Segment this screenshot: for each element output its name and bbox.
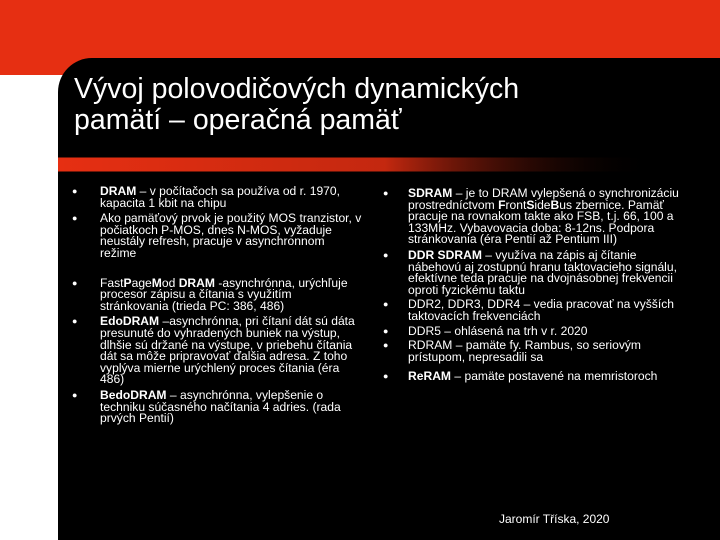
term: DDR SDRAM [408, 247, 482, 262]
list-item [72, 184, 362, 210]
list-item [383, 186, 688, 247]
term-part: RAM [423, 369, 452, 384]
item-text: – pamäte postavené na memristoroch [451, 369, 658, 384]
list-item [383, 369, 688, 384]
term-part: Fast [100, 275, 124, 290]
bullet-icon: ● [383, 299, 389, 310]
title-line-1: Vývoj polovodičových dynamických [74, 73, 520, 105]
list-item [72, 275, 362, 313]
right-column [383, 186, 688, 384]
bullet-icon: ● [383, 340, 389, 351]
item-text: us zbernice. Pamäť pracuje na rovnakom takte ako FSB, t.j. 66, 100 a 133MHz. Vybavovacia doba: 8-12ns. Podpora stránkovania (éra Pentií až Pentium III) [408, 197, 674, 247]
slide-panel [58, 58, 720, 540]
term: SDRAM [408, 186, 453, 200]
bullet-icon: ● [72, 186, 78, 196]
list-item [72, 387, 362, 426]
item-text: – využíva na zápis aj čítanie nábehovú aj zostupnú hranu taktovacieho signálu, efektívne teda pracuje na dvojnásobnej frekvencii oproti fyzickému taktu [408, 247, 677, 297]
term-part: age [131, 275, 152, 290]
slide-title [74, 74, 714, 136]
list-item [72, 211, 362, 260]
bullet-icon: ● [72, 389, 78, 400]
term-part: DRAM [122, 314, 160, 329]
term-part: Re [408, 369, 424, 384]
item-text: DDR5 – ohlásená na trh v r. 2020 [408, 323, 588, 338]
list-item [383, 323, 688, 338]
bullet-icon: ● [383, 249, 389, 260]
title-divider [58, 157, 720, 172]
term-part: ide [534, 197, 551, 212]
list-item [383, 338, 688, 364]
bullet-icon: ● [72, 277, 78, 288]
list-item [383, 247, 688, 297]
bullet-icon: ● [383, 188, 389, 198]
term-part: P [123, 275, 132, 290]
bullet-icon: ● [383, 371, 389, 382]
term-part: M [151, 275, 162, 290]
term-part: B [550, 197, 560, 212]
term-part: DRAM [130, 387, 167, 402]
list-item [383, 297, 688, 323]
item-text: Ako pamäťový prvok je použitý MOS tranzistor, v počiatkoch P-MOS, dnes N-MOS, vyžaduje neustály refresh, pracuje v asynchronnom režime [100, 211, 362, 260]
author-credit: Jaromír Tříska, 2020 [499, 512, 610, 526]
item-text: –asynchrónna, pri čítaní dát sú dáta presunuté do vyhradených buniek na výstup, dlhšie sú držané na výstupe, v priebehu čítania dát sa môže pripravovať ďalšia adresa. Z toho vyplýva mierne urýchlený proces čítania (éra 486) [100, 314, 355, 387]
term-part: Edo [100, 314, 123, 329]
term-part: od [161, 275, 179, 290]
term: DRAM [100, 184, 137, 198]
item-text: – je to DRAM vylepšená o synchronizáciu prostredníctvom [408, 186, 679, 212]
item-text: RDRAM – pamäte fy. Rambus, so seriovým prístupom, nepresadili sa [408, 338, 641, 364]
list-item [72, 314, 362, 387]
term-part: DRAM [178, 275, 215, 290]
bullet-icon: ● [383, 325, 389, 336]
term-part: ront [505, 197, 527, 212]
bullet-icon: ● [72, 213, 78, 224]
item-text: DDR2, DDR3, DDR4 – vedia pracovať na vyšších taktovacích frekvenciách [408, 297, 674, 323]
left-column [72, 184, 362, 426]
term-part: F [498, 197, 506, 212]
term-part: Bedo [100, 387, 131, 402]
item-text: – asynchrónna, vylepšenie o techniku súčasného načítania 4 adries. (rada prvých Pentií) [100, 387, 341, 426]
bullet-icon: ● [72, 316, 78, 327]
term-part: S [526, 197, 535, 212]
title-line-2: pamätí – operačná pamäť [74, 104, 402, 136]
item-text: – v počítačoch sa používa od r. 1970, kapacita 1 kbit na chipu [100, 184, 340, 210]
item-text: -asynchrónna, urýchľuje procesor zápisu a čítania s využitím stránkovania (trieda PC: 386, 486) [100, 275, 348, 313]
